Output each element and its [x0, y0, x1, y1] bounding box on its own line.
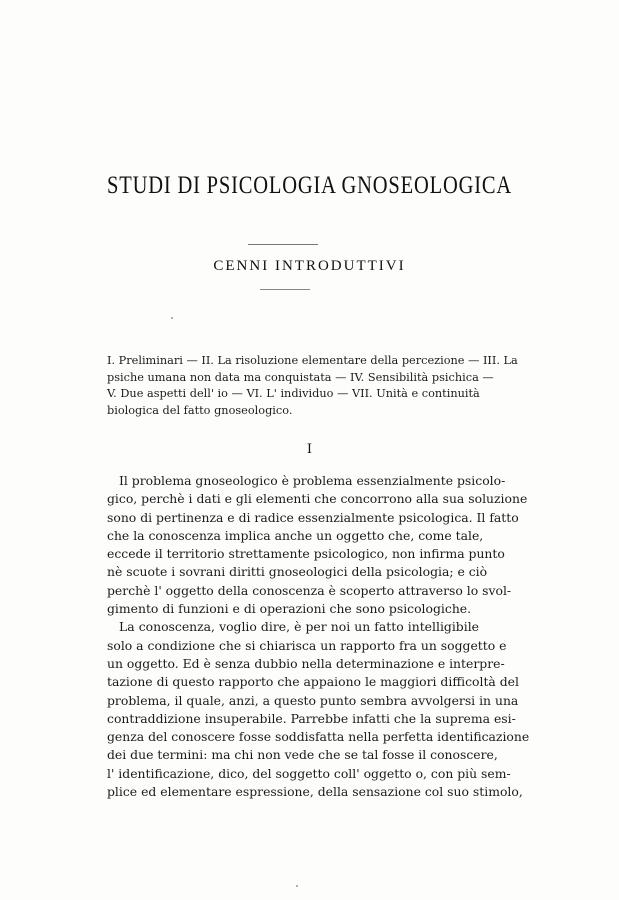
chapter-summary [107, 353, 518, 419]
section-subtitle: CENNI INTRODUTTIVI [213, 258, 406, 274]
paragraph-line: nè scuote i sovrani diritti gnoseologici della psicologia; e ciò [107, 564, 488, 580]
paragraph-line: sono di pertinenza e di radice essenzialmente psicologica. Il fatto [107, 509, 519, 525]
paragraph-line: contraddizione insuperabile. Parrebbe infatti che la suprema esi- [107, 710, 516, 726]
paragraph-line: l' identificazione, dico, del soggetto coll' oggetto o, con più sem- [107, 765, 511, 781]
body-text [107, 472, 530, 801]
paragraph-line: tazione di questo rapporto che appaiono le maggiori difficoltà del [107, 674, 519, 690]
paragraph-line: La conoscenza, voglio dire, è per noi un fatto intelligibile [119, 619, 479, 635]
summary-line: I. Preliminari — II. La risoluzione elementare della percezione — III. La [107, 354, 518, 367]
subtitle-divider [260, 289, 310, 290]
paragraph-line: plice ed elementare espressione, della sensazione col suo stimolo, [107, 784, 523, 800]
paragraph-line: dei due termini: ma chi non vede che se tal fosse il conoscere, [107, 747, 498, 763]
paragraph-line: Il problema gnoseologico è problema essenzialmente psicolo- [119, 473, 506, 488]
paragraph-line: problema, il quale, anzi, a questo punto sembra avvolgersi in una [107, 692, 519, 708]
title-divider [248, 244, 318, 245]
paragraph-line: un oggetto. Ed è senza dubbio nella determinazione e interpre- [107, 655, 505, 671]
paragraph-line: che la conoscenza implica anche un oggetto che, come tale, [107, 527, 484, 543]
paragraph-line: gimento di funzioni e di operazioni che sono psicologiche. [107, 601, 472, 617]
summary-line: biologica del fatto gnoseologico. [107, 403, 293, 417]
ink-speck [296, 885, 298, 887]
paragraph-line: solo a condizione che si chiarisca un rapporto fra un soggetto e [107, 637, 507, 653]
paragraph-line: perchè l' oggetto della conoscenza è scoperto attraverso lo svol- [107, 582, 512, 598]
section-number: I [306, 442, 313, 457]
summary-line: psiche umana non data ma conquistata — IV. Sensibilità psichica — [107, 370, 494, 384]
summary-line: V. Due aspetti dell' io — VI. L' individuo — VII. Unità e continuità [107, 387, 480, 400]
paragraph-line: eccede il territorio strettamente psicologico, non infirma punto [107, 546, 505, 562]
ink-speck [171, 317, 173, 319]
paragraph-line: gico, perchè i dati e gli elementi che concorrono alla sua soluzione [107, 491, 528, 507]
page-title: STUDI DI PSICOLOGIA GNOSEOLOGICA [107, 172, 512, 199]
paragraph-line: genza del conoscere fosse soddisfatta nella perfetta identificazione [107, 729, 530, 745]
